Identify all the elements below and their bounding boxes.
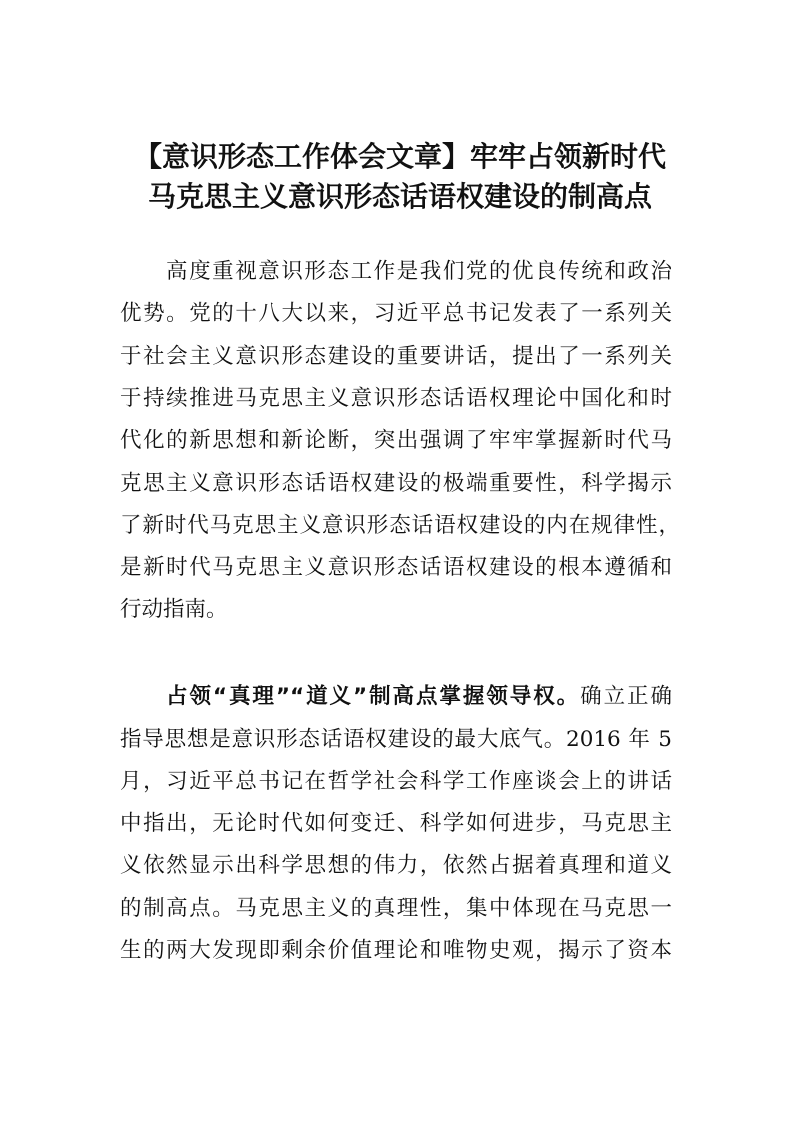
paragraph-line: 指导思想是意识形态话语权建设的最大底气。2016 年 5 [120,727,672,752]
paragraph-line: 于持续推进马克思主义意识形态话语权理论中国化和时 [120,386,672,411]
paragraph-line [166,676,672,718]
paragraph-line: 了新时代马克思主义意识形态话语权建设的内在规律性， [120,513,680,538]
paragraph-text: 确立正确 [580,684,672,709]
section-heading-inline: 占领“真理”“道义”制高点掌握领导权。 [166,684,581,709]
paragraph-line: 高度重视意识形态工作是我们党的优良传统和政治 [166,259,672,284]
paragraph-line: 克思主义意识形态话语权建设的极端重要性，科学揭示 [120,471,672,496]
paragraph-line: 优势。党的十八大以来，习近平总书记发表了一系列关 [120,301,672,326]
paragraph-line: 生的两大发现即剩余价值理论和唯物史观，揭示了资本 [120,938,672,963]
paragraph-line: 是新时代马克思主义意识形态话语权建设的根本遵循和 [120,555,672,580]
paragraph-line: 月，习近平总书记在哲学社会科学工作座谈会上的讲话 [120,769,672,794]
paragraph-line: 于社会主义意识形态建设的重要讲话，提出了一系列关 [120,344,672,369]
paragraph-line: 的制高点。马克思主义的真理性，集中体现在马克思一 [120,896,672,921]
document-title-line-1: 【意识形态工作体会文章】牢牢占领新时代 [133,140,666,173]
paragraph-line: 义依然显示出科学思想的伟力，依然占据着真理和道义 [120,853,672,878]
paragraph-line: 中指出，无论时代如何变迁、科学如何进步，马克思主 [120,811,672,836]
paragraph-line: 代化的新思想和新论断，突出强调了牢牢掌握新时代马 [120,428,672,453]
paragraph-line: 行动指南。 [120,597,228,622]
document-title-line-2: 马克思主义意识形态话语权建设的制高点 [147,180,652,213]
